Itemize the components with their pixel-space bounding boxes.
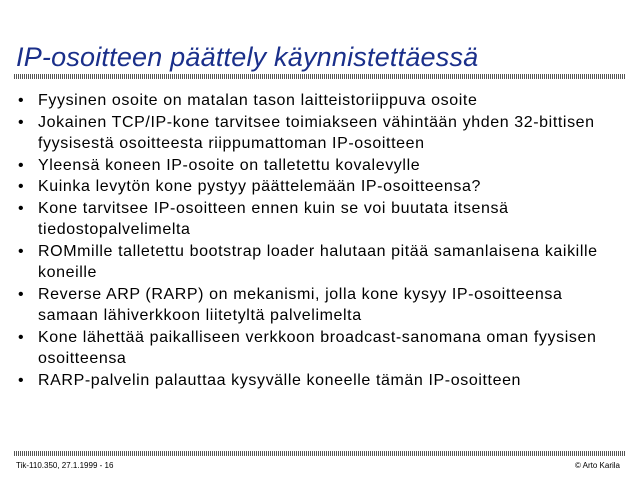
bullet-item: • ROMmille talletettu bootstrap loader halutaan pitää samanlaisena kaikille koneille bbox=[18, 241, 624, 284]
bullet-item: • Reverse ARP (RARP) on mekanismi, jolla kone kysyy IP-osoitteensa samaan lähiverkkoon liitetyltä palvelimelta bbox=[18, 284, 624, 327]
footer-divider bbox=[14, 451, 626, 456]
bullet-item: • Fyysinen osoite on matalan tason laitteistoriippuva osoite bbox=[18, 90, 624, 112]
bullet-item: • Jokainen TCP/IP-kone tarvitsee toimiakseen vähintään yhden 32-bittisen fyysisestä osoitteesta riippumattoman IP-osoitteen bbox=[18, 112, 624, 155]
slide-title: IP-osoitteen päättely käynnistettäessä bbox=[16, 42, 479, 72]
footer-course-info: Tik-110.350, 27.1.1999 - 16 bbox=[16, 461, 114, 470]
bullet-item: • Kone lähettää paikalliseen verkkoon broadcast-sanomana oman fyysisen osoitteensa bbox=[18, 327, 624, 370]
footer-copyright: © Arto Karila bbox=[574, 461, 620, 470]
bullet-item: • Kuinka levytön kone pystyy päättelemään IP-osoitteensa? bbox=[18, 176, 624, 198]
bullet-item: • Kone tarvitsee IP-osoitteen ennen kuin se voi buutata itsensä tiedostopalvelimelta bbox=[18, 198, 624, 241]
bullet-item: • RARP-palvelin palauttaa kysyvälle koneelle tämän IP-osoitteen bbox=[18, 370, 624, 392]
bullet-list bbox=[18, 90, 624, 391]
bullet-item: • Yleensä koneen IP-osoite on talletettu kovalevylle bbox=[18, 155, 624, 177]
title-divider bbox=[14, 74, 626, 79]
